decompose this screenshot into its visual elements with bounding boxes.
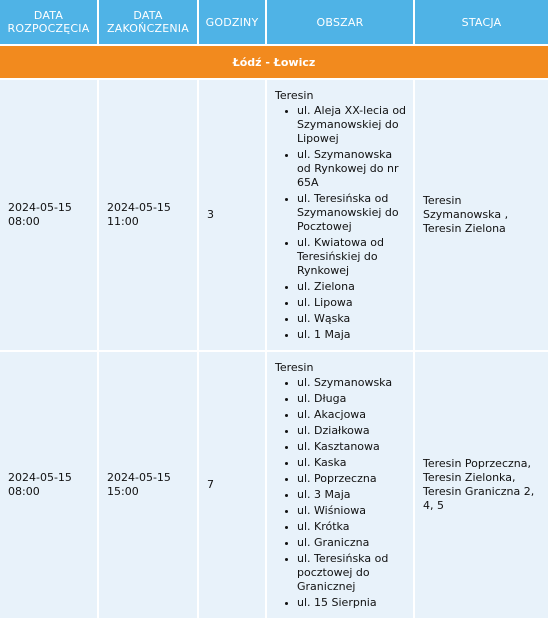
- street-item: • ul. Kaska: [297, 456, 409, 470]
- start-date: 2024-05-15: [8, 471, 72, 484]
- street-item: • ul. Kwiatowa od Teresińskiej do Rynkowej: [297, 236, 409, 278]
- column-header-end-date: [98, 0, 198, 45]
- street-item: • ul. Poprzeczna: [297, 472, 409, 486]
- column-header-start-date: [0, 0, 98, 45]
- street-list: [275, 104, 409, 342]
- end-datetime-cell: [98, 351, 198, 619]
- street-item: • ul. Teresińska od pocztowej do Granicznej: [297, 552, 409, 594]
- end-date-header-line1: DATA: [133, 9, 163, 22]
- end-date-header-line2: ZAKOŃCZENIA: [107, 22, 189, 35]
- column-header-station: STACJA: [414, 0, 548, 45]
- street-item: • ul. Wąska: [297, 312, 409, 326]
- end-date: 2024-05-15: [107, 471, 171, 484]
- street-item: • ul. Teresińska od Szymanowskiej do Pocztowej: [297, 192, 409, 234]
- end-time: 11:00: [107, 215, 139, 228]
- station-cell: Teresin Szymanowska , Teresin Zielona: [414, 79, 548, 351]
- street-item: • ul. Szymanowska: [297, 376, 409, 390]
- end-date: 2024-05-15: [107, 201, 171, 214]
- table-row: [0, 351, 548, 619]
- street-item: • ul. 1 Maja: [297, 328, 409, 342]
- start-time: 08:00: [8, 215, 40, 228]
- end-time: 15:00: [107, 485, 139, 498]
- street-item: • ul. Aleja XX-lecia od Szymanowskiej do Lipowej: [297, 104, 409, 146]
- start-date: 2024-05-15: [8, 201, 72, 214]
- start-time: 08:00: [8, 485, 40, 498]
- start-datetime-cell: [0, 351, 98, 619]
- column-header-area: OBSZAR: [266, 0, 414, 45]
- street-item: • ul. Lipowa: [297, 296, 409, 310]
- hours-cell: 7: [198, 351, 266, 619]
- region-row: [0, 45, 548, 79]
- street-item: • ul. Długa: [297, 392, 409, 406]
- street-item: • ul. 15 Sierpnia: [297, 596, 409, 610]
- street-item: • ul. Wiśniowa: [297, 504, 409, 518]
- hours-cell: 3: [198, 79, 266, 351]
- area-town: Teresin: [275, 89, 314, 102]
- start-date-header-line2: ROZPOCZĘCIA: [7, 22, 90, 35]
- street-item: • ul. Działkowa: [297, 424, 409, 438]
- street-item: • ul. Graniczna: [297, 536, 409, 550]
- end-datetime-cell: [98, 79, 198, 351]
- street-list: [275, 376, 409, 610]
- start-datetime-cell: [0, 79, 98, 351]
- start-date-header-line1: DATA: [33, 9, 64, 22]
- street-item: • ul. 3 Maja: [297, 488, 409, 502]
- street-item: • ul. Kasztanowa: [297, 440, 409, 454]
- table-row: [0, 79, 548, 351]
- table-header: [0, 0, 548, 45]
- region-label: Łódź - Łowicz: [0, 45, 548, 79]
- area-cell: [266, 351, 414, 619]
- street-item: • ul. Zielona: [297, 280, 409, 294]
- station-cell: Teresin Poprzeczna, Teresin Zielonka, Teresin Graniczna 2, 4, 5: [414, 351, 548, 619]
- street-item: • ul. Szymanowska od Rynkowej do nr 65A: [297, 148, 409, 190]
- street-item: • ul. Krótka: [297, 520, 409, 534]
- area-town: Teresin: [275, 361, 314, 374]
- column-header-hours: GODZINY: [198, 0, 266, 45]
- area-cell: [266, 79, 414, 351]
- street-item: • ul. Akacjowa: [297, 408, 409, 422]
